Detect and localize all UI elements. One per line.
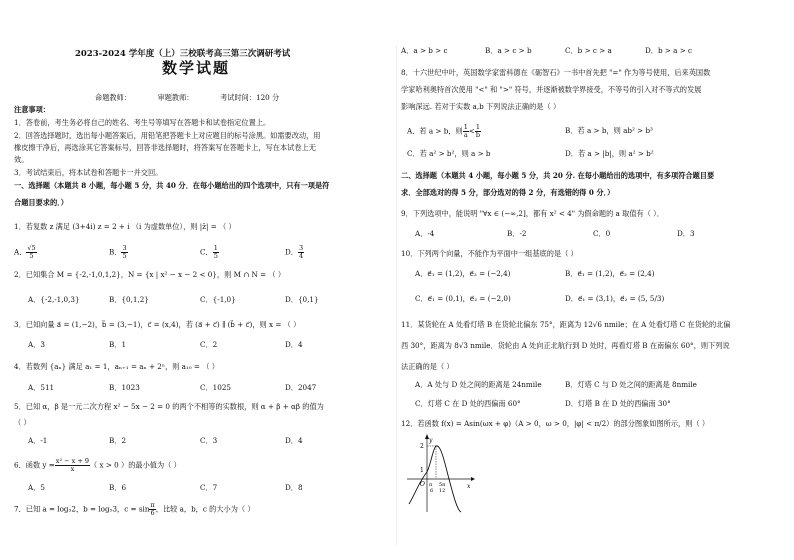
q7-option-a: A．a > b > c: [401, 46, 448, 55]
author1: 命题教师：: [95, 93, 131, 102]
q7-option-b: B．a > c > b: [485, 46, 532, 55]
author2: 审题教师：: [157, 93, 194, 102]
q6-option-c: C．7: [200, 483, 218, 492]
q11-option-b: B．灯塔 C 与 D 处之间的距离是 8nmile: [565, 380, 697, 389]
question-11-line3: 法正确的是（ ）: [401, 362, 454, 371]
q11-option-d: D．灯塔 B 在 D 处的西偏南 30°: [565, 399, 671, 408]
graph-1-label: 1: [420, 467, 424, 474]
graph-y-label: y: [429, 437, 433, 444]
note-1: 1．答卷前，考生务必将自己的姓名、考生号等填写在答题卡和试卷指定位置上。: [14, 118, 271, 127]
q11-option-c: C．灯塔 C 在 D 处的西偏南 60°: [415, 399, 521, 408]
q9-option-d: D．3: [677, 229, 695, 238]
section1-line2: 合题目要求的．）: [14, 198, 68, 207]
question-12: 12．若函数 f(x) = Asin(ωx + φ)（A > 0，ω > 0，|φ| < π/2）的部分图象如图所示，则（ ）: [401, 419, 710, 428]
graph-tick-12: 12: [439, 488, 446, 494]
subject-title: 数学试题: [162, 59, 231, 77]
question-3: 3．已知向量 a⃗ = (1,−2)，b⃗ = (3,−1)，c⃗ = (x,4)，若 (a⃗ + c⃗) ∥ (b⃗ + c⃗)，则 x = （ ）: [14, 320, 301, 329]
question-8-line1: 8．十六世纪中叶，英国数学家雷科德在《砺智石》一书中首先把 "=" 作为等号使用，后来英国数: [401, 68, 711, 77]
q10-option-b: B．e⃗₁ = (1,2)，e⃗₂ = (2,4): [565, 269, 655, 278]
q9-option-c: C．0: [593, 229, 611, 238]
question-2: 2．已知集合 M = {-2,-1,0,1,2}，N = {x | x² − x − 2 < 0}，则 M ∩ N = （ ）: [14, 270, 286, 279]
q2-option-b: B．{0,1,2}: [109, 295, 149, 304]
note-3: 3．考试结束后，将本试卷和答题卡一并交回。: [14, 168, 163, 177]
q1-option-b: B． $\frac{3}{5}$: [109, 244, 127, 260]
question-6: 6．函数 y = $\frac{\text{x² − x + 9}}{x}$ （ x > 0 ）的最小值为（ ）: [14, 457, 181, 473]
left-column: [0, 0, 380, 560]
question-8-line2: 学家哈利奥特首次使用 "<" 和 ">" 符号，并逐渐被数学界接受，不等号的引入对不等式的发展: [401, 85, 702, 94]
question-9: 9．下列选项中，能说明 "∀x ∈ (−∞,2]，都有 x² < 4" 为假命题的 a 取值有（ ）．: [401, 209, 664, 218]
question-10: 10．下列两个向量，不能作为平面中一组基底的是（ ）: [401, 249, 578, 258]
q7-option-c: C．b > c > a: [565, 46, 612, 55]
q8-option-c: C．若 a² > b²，则 a > b: [407, 149, 491, 158]
q2-option-d: D．{0,1}: [285, 295, 319, 304]
question-5: 5．已知 α，β 是一元二次方程 x² − 5x − 2 = 0 的两个不相等的实数根，则 α + β + αβ 的值为: [14, 402, 324, 411]
q9-option-a: A．-4: [415, 229, 435, 238]
exam-time: 考试时间：120 分: [220, 93, 280, 102]
question-7: 7．已知 a = log₃2，b = log₅3，c = sin $\frac{\pi}{6}$ ，比较 a，b，c 的大小为（ ）: [14, 501, 255, 517]
q1-option-c: C． $\frac{1}{5}$: [200, 244, 218, 260]
q4-option-c: C．1025: [200, 383, 231, 392]
q5-option-a: A．-1: [28, 436, 48, 445]
note-2c: 效。: [14, 155, 29, 164]
q1-option-d: D． $\frac{3}{4}$: [285, 244, 304, 260]
q4-option-b: B．1023: [109, 383, 140, 392]
q4-option-a: A．511: [28, 383, 55, 392]
q2-option-c: C．{-1,0}: [200, 295, 236, 304]
q12-function-graph: [405, 434, 475, 514]
section1-line1: 一、选择题（本题共 8 小题，每小题 5 分，共 40 分．在每小题给出的四个选项中，只有一项是符: [14, 181, 330, 190]
q9-option-b: B．-2: [507, 229, 527, 238]
notes-heading: 注意事项：: [14, 105, 50, 114]
graph-origin-label: O: [420, 481, 425, 488]
q1-option-a: A． $\frac{√5}{5}$: [14, 244, 36, 260]
x-axis-arrow: [471, 477, 475, 481]
graph-tick-5pi: 5π: [439, 482, 446, 488]
question-8-line3: 影响深远. 若对于实数 a,b 下列说法正确的是（ ）: [401, 102, 561, 111]
q10-option-a: A．e⃗₁ = (1,2)，e⃗₂ = (−2,4): [415, 269, 511, 278]
graph-tick-pi: π: [429, 482, 433, 488]
q5-option-c: C．3: [200, 436, 218, 445]
q3-option-b: B．1: [109, 340, 127, 349]
graph-2-label: 2: [420, 443, 424, 450]
q3-option-d: D．4: [285, 340, 303, 349]
graph-x-label: x: [467, 483, 471, 490]
section2-line2: 求．全部选对的得 5 分，部分选对的得 2 分，有选错的得 0 分．）: [401, 188, 615, 197]
question-11-line2: 西 30°，距离为 8√3 nmile．货轮由 A 处向正北航行到 D 处时，再看灯塔 B 在南偏东 60°，则下列说: [401, 341, 730, 350]
question-4: 4．若数列 {aₙ} 满足 a₁ = 1，aₙ₊₁ = aₙ + 2ⁿ，则 a₁₀ = （ ）: [14, 362, 219, 371]
section2-line1: 二、选择题（本题共 4 小题，每小题 5 分，共 20 分. 在每小题给出的选项中，有多项符合题目要: [401, 171, 715, 180]
q6-option-a: A．5: [28, 483, 45, 492]
q10-option-d: D．e⃗₁ = (3,1)，e⃗₂ = (5, 5/3): [565, 294, 665, 303]
question-5-paren: （ ）: [14, 418, 31, 427]
note-2a: 2．回答选择题时，选出每小题答案后，用铅笔把答题卡上对应题目的标号涂黑。如需要改动，用: [14, 131, 321, 140]
q5-option-d: D．4: [285, 436, 303, 445]
exam-meta: [95, 93, 279, 102]
question-1: 1．若复数 z 满足 (3+4i) z = 2 + i （i 为虚数单位），则 |z̄| = （ ）: [14, 222, 236, 231]
q10-option-c: C．e⃗₁ = (0,1)，e⃗₂ = (−2,0): [415, 294, 511, 303]
right-column: [397, 0, 777, 560]
graph-tick-6: 6: [430, 488, 434, 494]
q2-option-a: A．{-2,-1,0,3}: [28, 295, 80, 304]
q7-option-d: D．b > a > c: [645, 46, 693, 55]
q4-option-d: D．2047: [285, 383, 317, 392]
exam-title: 2023-2024 学年度（上）三校联考高三第三次调研考试: [75, 49, 291, 59]
q11-option-a: A．A 处与 D 处之间的距离是 24nmile: [415, 380, 542, 389]
question-11-line1: 11．某货轮在 A 处看灯塔 B 在货轮北偏东 75°，距离为 12√6 nmile；在 A 处看灯塔 C 在货轮的北偏: [401, 320, 731, 329]
note-2b: 橡皮擦干净后，再选涂其它答案标号，回答非选择题时，将答案写在答题卡上，写在本试卷上无: [14, 143, 316, 152]
q6-option-b: B．6: [109, 483, 127, 492]
q8-option-b: B．若 a > b，则 ab² > b³: [565, 126, 653, 135]
q8-option-a: A．若 a > b，则 $\frac{1}{a}$ < $\frac{1}{b}$: [407, 123, 481, 139]
q8-option-d: D．若 a > |b|，则 a² > b²: [565, 149, 654, 158]
q6-option-d: D．8: [285, 483, 303, 492]
q3-option-a: A．3: [28, 340, 45, 349]
q3-option-c: C．2: [200, 340, 218, 349]
q5-option-b: B．2: [109, 436, 127, 445]
